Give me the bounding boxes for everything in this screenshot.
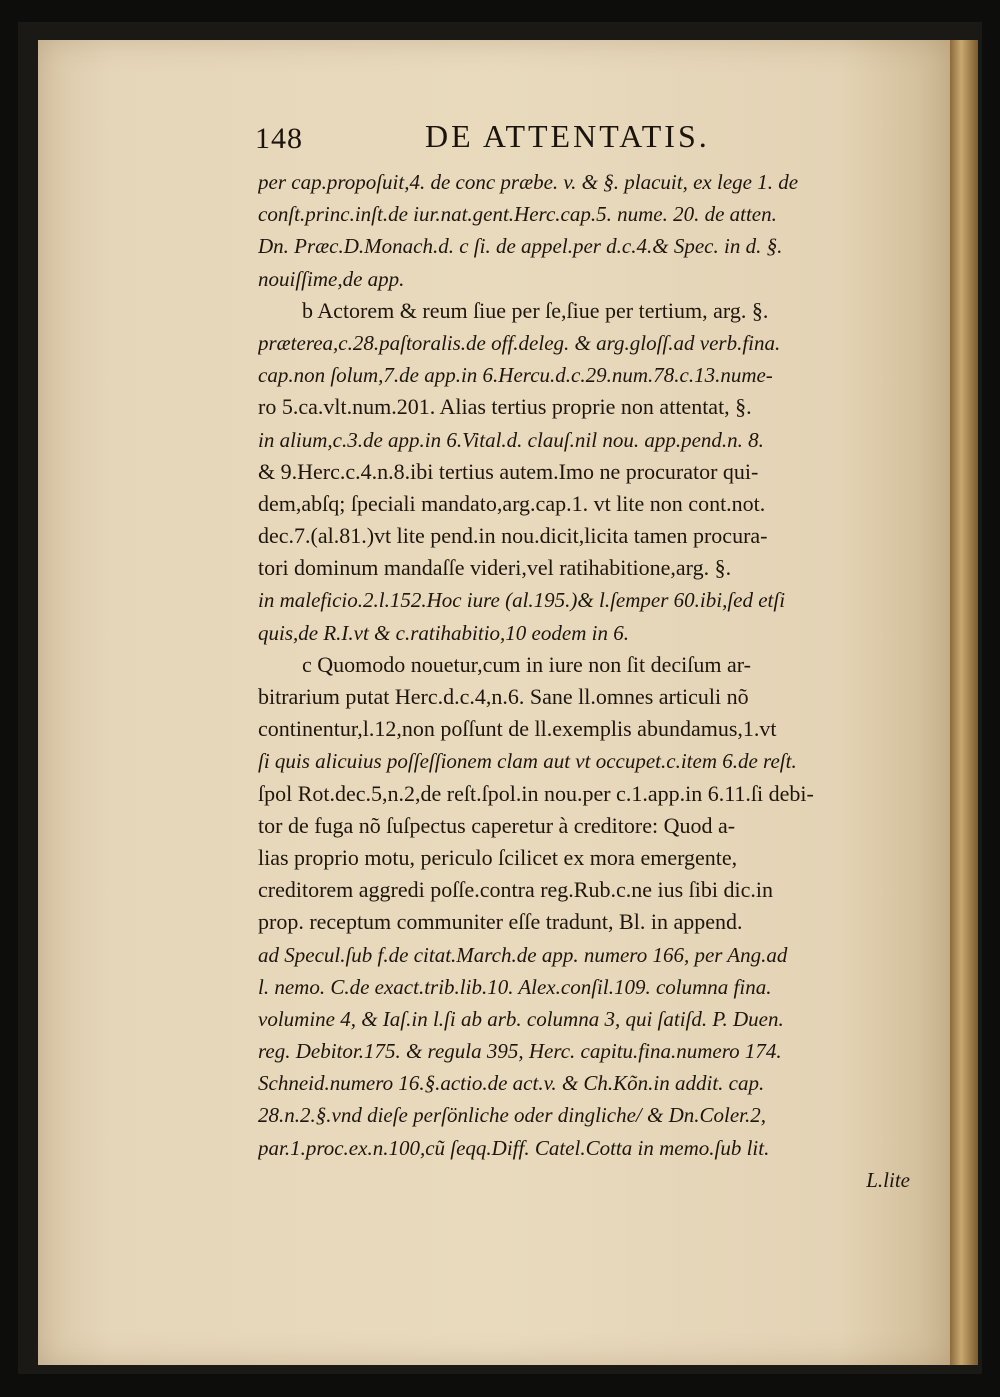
text-line: reg. Debitor.175. & regula 395, Herc. capitu.fina.numero 174. — [258, 1039, 782, 1064]
text-line: ſpol Rot.dec.5,n.2,de reſt.ſpol.in nou.per c.1.app.in 6.11.ſi debi- — [258, 780, 814, 806]
page-header — [255, 118, 775, 168]
text-block — [258, 166, 920, 1196]
text-line: creditorem aggredi poſſe.contra reg.Rub.c.ne ius ſibi dic.in — [258, 877, 774, 903]
text-line: in alium,c.3.de app.in 6.Vital.d. clauſ.nil nou. app.pend.n. 8. — [258, 427, 764, 452]
page-number: 148 — [255, 122, 303, 155]
text-line: continentur,l.12,non poſſunt de ll.exemplis abundamus,1.vt — [258, 716, 777, 742]
text-line: tor de fuga nõ ſuſpectus caperetur à creditore: Quod a- — [258, 812, 736, 838]
text-line: l. nemo. C.de exact.trib.lib.10. Alex.conſil.109. columna fina. — [258, 974, 772, 999]
text-line: ro 5.ca.vlt.num.201. Alias tertius proprie non attentat, §. — [258, 394, 752, 420]
text-line: Dn. Præc.D.Monach.d. c ſi. de appel.per d.c.4.& Spec. in d. §. — [258, 234, 783, 259]
text-line: in maleficio.2.l.152.Hoc iure (al.195.)& l.ſemper 60.ibi,ſed etſi — [258, 588, 786, 613]
text-line: nouiſſime,de app. — [258, 266, 405, 291]
text-line: Schneid.numero 16.§.actio.de act.v. & Ch.Kõn.in addit. cap. — [258, 1071, 765, 1096]
text-line: cap.non ſolum,7.de app.in 6.Hercu.d.c.29.num.78.c.13.nume- — [258, 363, 773, 388]
text-line: quis,de R.I.vt & c.ratihabitio,10 eodem in 6. — [258, 620, 629, 645]
text-line: dem,abſq; ſpeciali mandato,arg.cap.1. vt lite non cont.not. — [258, 490, 766, 516]
text-line: & 9.Herc.c.4.n.8.ibi tertius autem.Imo ne procurator qui- — [258, 458, 759, 484]
catchword: L.lite — [866, 1167, 910, 1192]
text-line: ſi quis alicuius poſſeſſionem clam aut vt occupet.c.item 6.de reſt. — [258, 749, 797, 774]
text-line: ad Specul.ſub f.de citat.March.de app. numero 166, per Ang.ad — [258, 942, 788, 967]
text-line: præterea,c.28.paſtoralis.de off.deleg. & arg.gloſſ.ad verb.fina. — [258, 330, 781, 355]
text-line: c Quomodo nouetur,cum in iure non ſit deciſum ar- — [302, 651, 751, 677]
running-title: DE ATTENTATIS. — [425, 118, 710, 154]
text-line: dec.7.(al.81.)vt lite pend.in nou.dicit,licita tamen procura- — [258, 523, 768, 549]
page-edge — [950, 40, 978, 1365]
text-line: par.1.proc.ex.n.100,cũ ſeqq.Diff. Catel.Cotta in memo.ſub lit. — [258, 1135, 770, 1160]
text-line: b Actorem & reum ſiue per ſe,ſiue per tertium, arg. §. — [302, 297, 769, 323]
text-line: lias proprio motu, periculo ſcilicet ex mora emergente, — [258, 844, 738, 870]
text-line: per cap.propoſuit,4. de conc præbe. v. & §. placuit, ex lege 1. de — [258, 170, 799, 194]
text-line: prop. receptum communiter eſſe tradunt, Bl. in append. — [258, 909, 743, 935]
text-line: volumine 4, & Iaſ.in l.ſi ab arb. columna 3, qui ſatiſd. P. Duen. — [258, 1006, 784, 1031]
text-line: bitrarium putat Herc.d.c.4,n.6. Sane ll.omnes articuli nõ — [258, 684, 749, 709]
text-line: 28.n.2.§.vnd dieſe perſönliche oder dingliche/ & Dn.Coler.2, — [258, 1103, 766, 1128]
text-line: conſt.princ.inſt.de iur.nat.gent.Herc.cap.5. nume. 20. de atten. — [258, 202, 777, 227]
text-line: tori dominum mandaſſe videri,vel ratihabitione,arg. §. — [258, 555, 732, 581]
